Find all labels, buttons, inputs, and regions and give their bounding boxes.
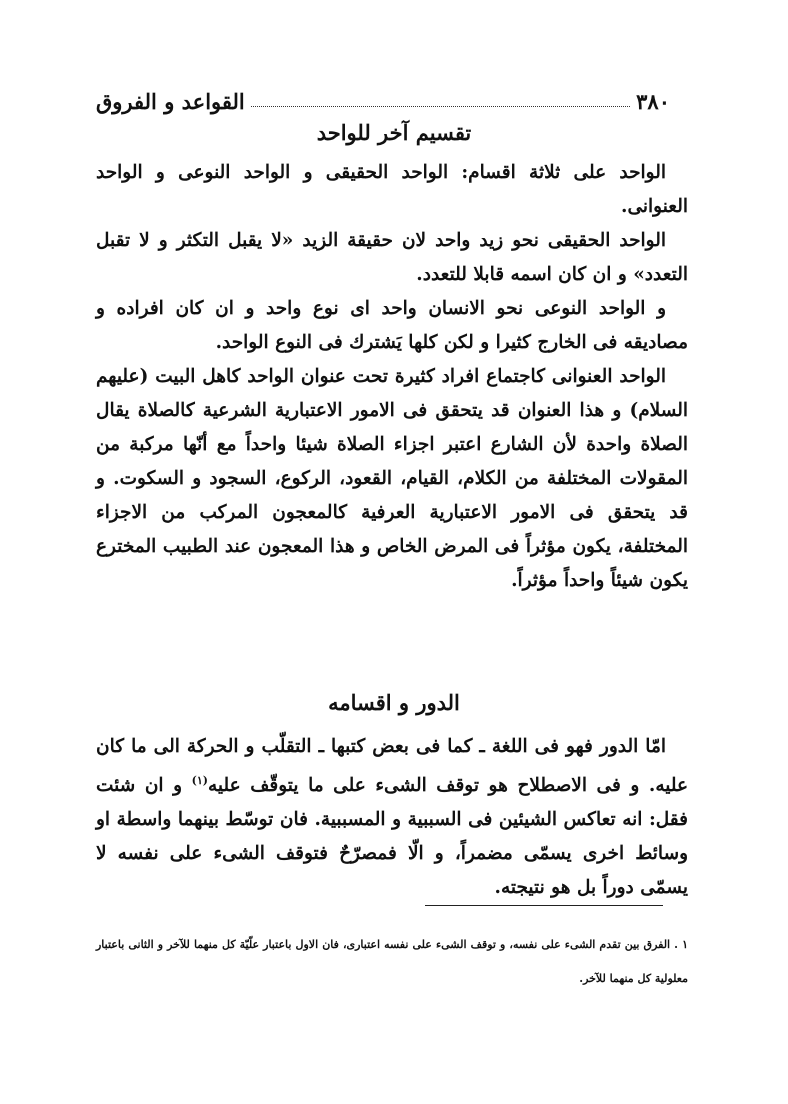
- footnote-separator: [425, 905, 663, 906]
- page-number: ٣٨٠: [636, 89, 670, 114]
- section-body-dawr: [96, 730, 688, 905]
- paragraph-text-part: و ان شئت فقل: انه تعاكس الشيئين فى السببية و المسببية. فان توسّط بينهما واسطة او وسائط اخرى يسمّى مضمراً، و الّا فمصرّحٌ فتوقف الشىء على نفسه لا يسمّى دوراً بل هو نتيجته.: [96, 775, 688, 899]
- footnote-marker: (١): [191, 774, 208, 787]
- paragraph: [96, 730, 688, 905]
- header-dotted-leader: [251, 106, 630, 107]
- paragraph: الواحد العنوانى كاجتماع افراد كثيرة تحت عنوان الواحد كاهل البيت (عليهم السلام) و هذا العنوان قد يتحقق فى الامور الاعتبارية الشرعية كالصلاة يقال الصلاة واحدة لأن الشارع اعتبر اجزاء الصلاة شيئا واحداً مع أنّها مركبة من المقولات المختلفة من الكلام، القيام، القعود، الركوع، السجود و السكوت. و قد يتحقق فى الامور الاعتبارية العرفية كالمعجون المركب من الاجزاء المختلفة، يكون مؤثراً فى المرض الخاص و هذا المعجون عند الطبيب المخترع يكون شيئاً واحداً مؤثراً.: [96, 366, 688, 591]
- section-title-wahid: تقسيم آخر للواحد: [316, 120, 472, 145]
- paragraph: الواحد الحقيقى نحو زيد واحد لان حقيقة الزيد «لا يقبل التكثر و لا تقبل التعدد» و ان كان اسمه قابلا للتعدد.: [96, 230, 688, 285]
- book-title: القواعد و الفروق: [96, 89, 245, 114]
- paragraph: و الواحد النوعى نحو الانسان واحد اى نوع واحد و ان كان افراده و مصاديقه فى الخارج كثيرا و لكن كلها يَشترك فى النوع الواحد.: [96, 298, 688, 353]
- paragraph: الواحد على ثلاثة اقسام: الواحد الحقيقى و الواحد النوعى و الواحد العنوانى.: [96, 162, 688, 217]
- paragraph-text-part: امّا الدور فهو فى اللغة ـ كما فى بعض كتبها ـ التقلّب و الحركة الى ما كان عليه. و فى الاصطلاح هو توقف الشىء على ما يتوقّف عليه: [96, 736, 688, 797]
- section-title-dawr: الدور و اقسامه: [328, 690, 460, 715]
- section-body-wahid: [96, 156, 688, 598]
- running-header: [96, 78, 670, 114]
- footnote: ١ . الفرق بين تقدم الشىء على نفسه، و توقف الشىء على نفسه اعتبارى، فان الاول باعتبار علّيّة كل منهما للآخر و الثانى باعتبار معلولية كل منهما للآخر.: [96, 938, 689, 985]
